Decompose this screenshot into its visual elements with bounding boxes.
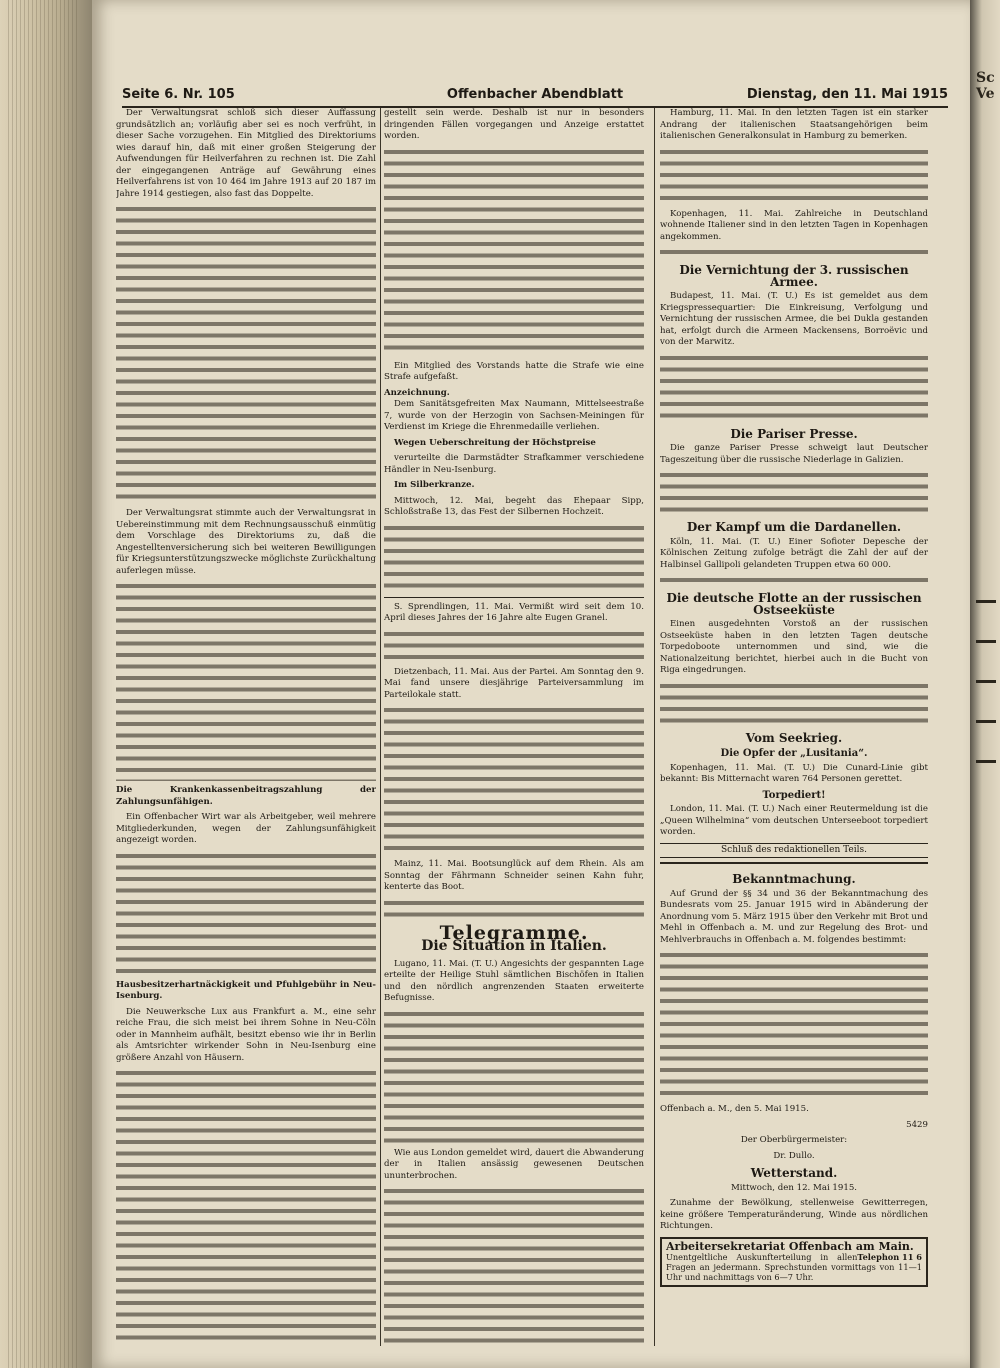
book-binding	[0, 0, 92, 1368]
headline-deutsche-flotte: Die deutsche Flotte an der russischen Ostseeküste	[666, 591, 922, 617]
page-header	[122, 84, 948, 108]
ad-text: Unentgeltliche Auskunfterteilung in allen Fragen an jedermann. Sprechstunden vormittags von 11—1 Uhr und nachmittags von 6—7 Uhr.	[666, 1251, 922, 1282]
article-paragraph: Budapest, 11. Mai. (T. U.) Es ist gemeldet aus dem Kriegspressequartier: Die Einkreisung, Verfolgung und Vernichtung der russischen Armee, die bei Dukla gestanden hat, erfolgt durch die Armeen Mackensens, Borroëvic und von der Marwitz.	[660, 291, 928, 347]
text-block	[116, 581, 376, 781]
headline-lusitania: Die Opfer der „Lusitania“.	[720, 748, 868, 759]
column-2	[384, 108, 644, 1346]
edge-fragment-1: Sc	[976, 70, 995, 86]
article-paragraph: Dietzenbach, 11. Mai. Aus der Partei. Am Sonntag den 9. Mai fand unsere diesjährige Parteiversammlung im Parteilokale statt.	[384, 666, 644, 700]
article-paragraph: Mainz, 11. Mai. Bootsunglück auf dem Rhein. Als am Sonntag der Fährmann Schneider seinen Kahn fuhr, kenterte das Boot.	[384, 859, 644, 892]
article-paragraph: Der Verwaltungsrat stimmte auch der Verwaltungsrat in Uebereinstimmung mit dem Rechnungsausschuß einmütig dem Vorschlage des Direktoriums zu, daß die Angestelltenversicherung sich bei weiteren Bewilligungen für Kriegsunterstützungszwecke möglichste Zurückhaltung auferlegen müsse.	[116, 508, 376, 576]
text-block	[660, 247, 928, 259]
edge-mark	[976, 640, 996, 643]
article-paragraph: Lugano, 11. Mai. (T. U.) Angesichts der gespannten Lage erteilte der Heilige Stuhl sämtlichen Bischöfen in Italien und den nördlich angrenzenden Staaten erweiterte Befugnisse.	[384, 958, 644, 1003]
article-heading: Im Silberkranze.	[394, 480, 475, 490]
text-block	[384, 1009, 644, 1144]
text-block	[116, 204, 376, 504]
headline-vernichtung: Die Vernichtung der 3. russischen Armee.	[679, 263, 909, 289]
headline-situation-italien: Die Situation in Italien.	[421, 938, 607, 954]
newspaper-page	[92, 0, 970, 1368]
article-paragraph: Der Verwaltungsrat schloß sich dieser Auffassung grundsätzlich an; vorläufig aber sei es noch verfrüht, in dieser Sache vorzugehen. Ein Mitglied des Direktoriums wies darauf hin, daß mit einer großen Steigerung der Aufwendungen für Heilverfahren zu rechnen ist. Die Zahl der eingegangenen Anträge auf Gewährung eines Heilverfahrens ist von 10 464 im Jahre 1913 auf 20 187 im Jahre 1914 gestiegen, also fast das Doppelte.	[116, 108, 376, 199]
article-heading: Hausbesitzerhartnäckigkeit und Pfuhlgebühr in Neu-Isenburg.	[116, 979, 376, 1001]
text-block	[660, 470, 928, 516]
article-paragraph: Ein Offenbacher Wirt war als Arbeitgeber, weil mehrere Mitgliederkunden, wegen der Zahlungsunfähigkeit angezeigt worden.	[116, 812, 376, 845]
column-rule-2	[654, 108, 655, 1346]
column-rule-1	[380, 108, 381, 1346]
article-paragraph: Kopenhagen, 11. Mai. Zahlreiche in Deutschland wohnende Italiener sind in den letzten Tagen in Kopenhagen angekommen.	[660, 208, 928, 242]
notice-date: Offenbach a. M., den 5. Mai 1915.	[660, 1104, 809, 1114]
text-block	[660, 353, 928, 423]
article-paragraph: S. Sprendlingen, 11. Mai. Vermißt wird seit dem 10. April dieses Jahres der 16 Jahre alte Eugen Granel.	[384, 601, 644, 623]
edge-mark	[976, 600, 996, 603]
column-3	[660, 108, 928, 1346]
text-block	[384, 629, 644, 663]
notice-paragraph: Auf Grund der §§ 34 und 36 der Bekanntmachung des Bundesrats vom 25. Januar 1915 wird in Abänderung der Anordnung vom 5. März 1915 über den Verkehr mit Brot und Mehl in Offenbach a. M. und zur Regelung des Brot- und Mehlverbrauchs in Offenbach a. M. folgendes bestimmt:	[660, 888, 928, 945]
ad-title: Arbeitersekretariat Offenbach am Main.	[666, 1239, 914, 1253]
newspaper-title: Offenbacher Abendblatt	[446, 87, 624, 102]
article-paragraph: gestellt sein werde. Deshalb ist nur in besonders dringenden Fällen vorgegangen und Anzeige erstattet worden.	[384, 108, 644, 141]
headline-torpediert: Torpediert!	[762, 789, 826, 801]
text-block	[384, 147, 644, 357]
next-page-edge	[970, 0, 1000, 1368]
headline-seekrieg: Vom Seekrieg.	[745, 730, 843, 745]
article-paragraph: Dem Sanitätsgefreiten Max Naumann, Mittelseestraße 7, wurde von der Herzogin von Sachsen-Meiningen für Verdienst im Kriege die Ehrenmedaille verliehen.	[384, 399, 644, 432]
text-block	[384, 898, 644, 920]
article-paragraph: London, 11. Mai. (T. U.) Nach einer Reutermeldung ist die „Queen Wilhelmina“ vom deutschen Unterseeboot torpediert worden.	[660, 804, 928, 837]
article-paragraph: Die Neuwerksche Lux aus Frankfurt a. M., eine sehr reiche Frau, die sich meist bei ihrem Sohne in Neu-Cöln oder in Mannheim aufhält, besitzt ebenso wie ihr in Berlin als Amtsrichter wirkender Sohn in Neu-Isenburg eine größere Anzahl von Häusern.	[116, 1006, 376, 1063]
article-paragraph: Wie aus London gemeldet wird, dauert die Abwanderung der in Italien ansässig gewesenen Deutschen ununterbrochen.	[384, 1147, 644, 1181]
headline-wetterstand: Wetterstand.	[750, 1166, 838, 1180]
binding-texture	[8, 0, 78, 1368]
page-number: Seite 6. Nr. 105	[122, 87, 235, 102]
text-block	[384, 1186, 644, 1346]
official-notice	[660, 862, 928, 1162]
headline-dardanellen: Der Kampf um die Dardanellen.	[686, 520, 902, 534]
text-block	[116, 1068, 376, 1346]
article-paragraph: Einen ausgedehnten Vorstoß an der russischen Ostseeküste haben in den letzten Tagen deutsche Torpedoboote unternommen und sind, wie die Nationalzeitung berichtet, hierbei auch in die Bucht von Riga eingedrungen.	[660, 619, 928, 675]
article-paragraph: Köln, 11. Mai. (T. U.) Einer Sofioter Depesche der Kölnischen Zeitung zufolge beträgt die Zahl der auf der Halbinsel Gallipoli gelandeten Truppen etwa 60 000.	[660, 536, 928, 570]
text-block	[116, 851, 376, 976]
edge-mark	[976, 680, 996, 683]
article-paragraph: verurteilte die Darmstädter Strafkammer verschiedene Händler in Neu-Isenburg.	[384, 453, 644, 475]
headline-pariser-presse: Die Pariser Presse.	[730, 426, 858, 441]
section-title-telegramme: Telegramme.	[439, 921, 589, 944]
notice-signature-name: Dr. Dullo.	[773, 1150, 815, 1161]
advertisement-box	[660, 1237, 928, 1287]
divider	[384, 597, 644, 598]
text-block	[384, 705, 644, 855]
article-paragraph: Die ganze Pariser Presse schweigt laut Deutscher Tageszeitung über die russische Niederlage in Galizien.	[660, 443, 928, 465]
text-block	[660, 575, 928, 587]
text-block	[384, 523, 644, 593]
column-1	[116, 108, 376, 1346]
text-block	[660, 950, 928, 1100]
weather-date: Mittwoch, den 12. Mai 1915.	[730, 1182, 858, 1193]
notice-signature-role: Der Oberbürgermeister:	[740, 1135, 848, 1145]
text-block	[660, 681, 928, 727]
article-paragraph: Kopenhagen, 11. Mai. (T. U.) Die Cunard-Linie gibt bekannt: Bis Mitternacht waren 764 Personen gerettet.	[660, 762, 928, 784]
article-heading: Wegen Ueberschreitung der Höchstpreise	[394, 437, 596, 448]
article-paragraph: Hamburg, 11. Mai. In den letzten Tagen ist ein starker Andrang der italienischen Staatsangehörigen beim italienischen Generalkonsulat in Hamburg zu bemerken.	[660, 108, 928, 141]
article-paragraph: Mittwoch, 12. Mai, begeht das Ehepaar Sipp, Schloßstraße 13, das Fest der Silbernen Hochzeit.	[384, 495, 644, 517]
text-block	[660, 147, 928, 205]
edge-mark	[976, 720, 996, 723]
edge-mark	[976, 760, 996, 763]
notice-title: Bekanntmachung.	[732, 872, 856, 886]
edge-fragment-2: Ve	[976, 86, 995, 102]
editorial-end-marker: Schluß des redaktionellen Teils.	[660, 843, 928, 859]
article-heading: Die Krankenkassenbeitragszahlung der Zahlungsunfähigen.	[116, 785, 376, 807]
weather-forecast: Zunahme der Bewölkung, stellenweise Gewitterregen, keine größere Temperaturänderung, Winde aus nördlichen Richtungen.	[660, 1198, 928, 1231]
article-paragraph: Ein Mitglied des Vorstands hatte die Strafe wie eine Strafe aufgefaßt.	[384, 360, 644, 382]
ad-phone: Telephon 11 6	[857, 1251, 922, 1262]
notice-number: 5429	[906, 1119, 928, 1130]
article-heading: Anzeichnung.	[384, 387, 450, 398]
issue-date: Dienstag, den 11. Mai 1915	[746, 87, 948, 102]
